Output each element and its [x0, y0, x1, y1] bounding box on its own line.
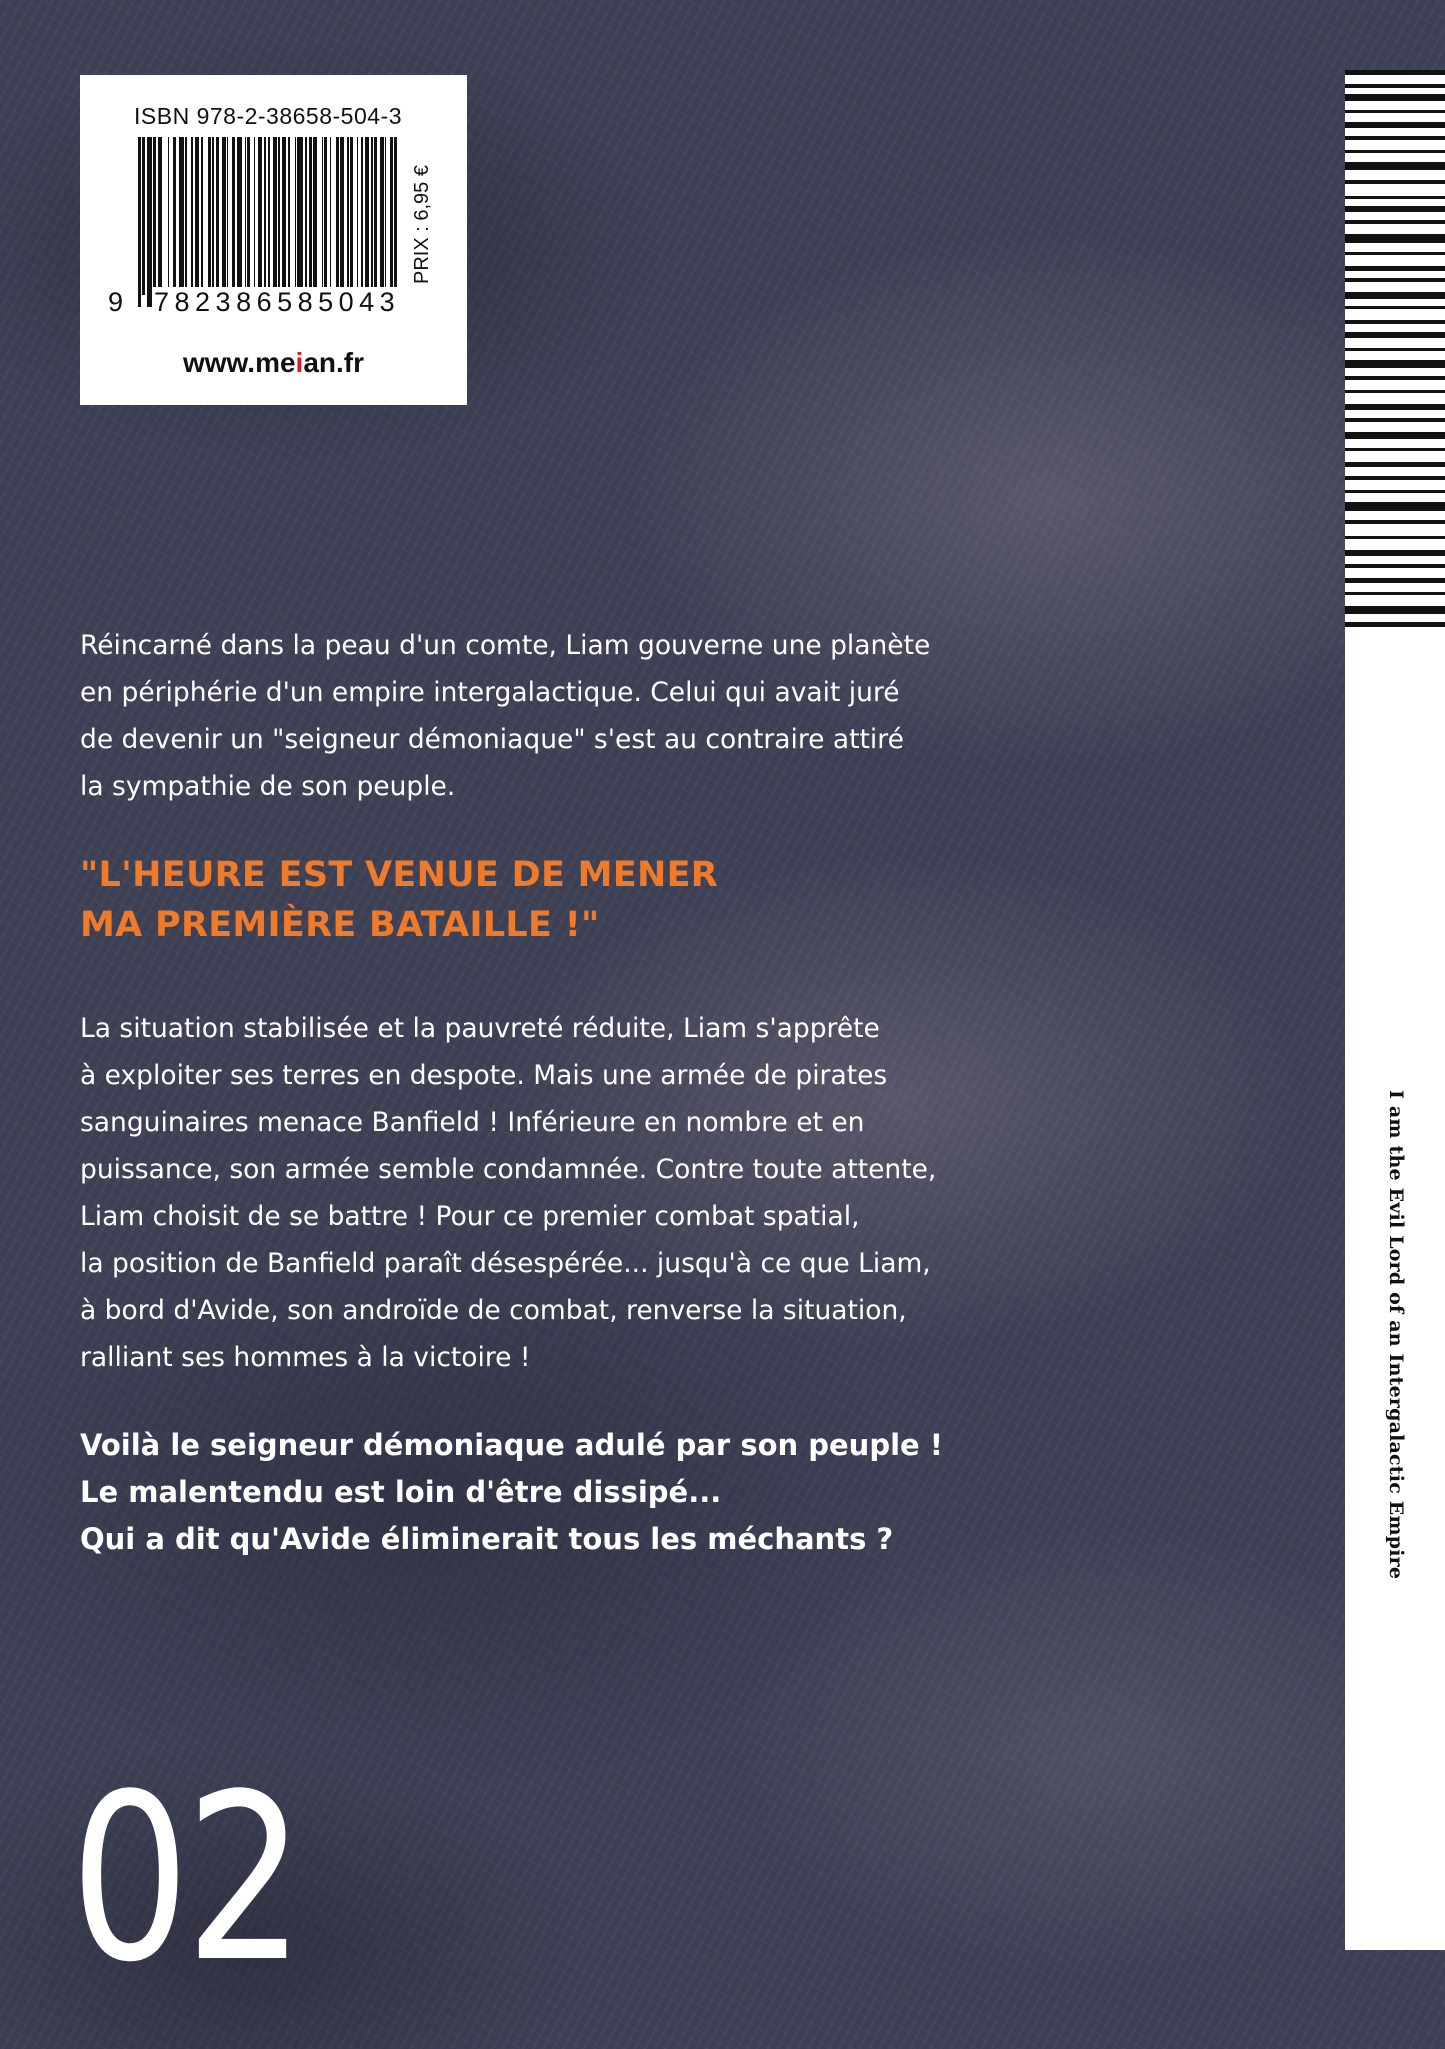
intro-line: Réincarné dans la peau d'un comte, Liam gouverne une planète: [80, 630, 931, 661]
spine-stripe: [1345, 206, 1445, 212]
book-spine-strip: [1345, 70, 1445, 1950]
spine-stripe: [1345, 180, 1445, 184]
spine-stripe: [1345, 564, 1445, 568]
spine-stripe: [1345, 122, 1445, 128]
spine-stripe: [1345, 490, 1445, 493]
spine-stripe: [1345, 94, 1445, 101]
spine-stripe: [1345, 476, 1445, 480]
body-line: la position de Banfield paraît désespérée... jusqu'à ce que Liam,: [80, 1248, 931, 1279]
barcode-number: 782386585043: [154, 287, 401, 317]
volume-number: 02: [70, 1746, 301, 2013]
synopsis-closing: [80, 1422, 980, 1563]
barcode-first-digit: 9: [108, 287, 124, 317]
closing-line: Voilà le seigneur démoniaque adulé par son peuple !: [80, 1428, 944, 1462]
body-line: Liam choisit de se battre ! Pour ce premier combat spatial,: [80, 1201, 860, 1232]
spine-stripe: [1345, 536, 1445, 539]
intro-line: en périphérie d'un empire intergalactique. Celui qui avait juré: [80, 677, 900, 708]
spine-stripe: [1345, 348, 1445, 351]
body-line: ralliant ses hommes à la victoire !: [80, 1342, 531, 1373]
spine-stripe: [1345, 578, 1445, 583]
isbn-barcode-box: [80, 75, 467, 405]
website-accent-letter: i: [295, 347, 304, 378]
spine-stripe: [1345, 162, 1445, 170]
body-line: puissance, son armée semble condamnée. Contre toute attente,: [80, 1154, 937, 1185]
spine-stripe: [1345, 136, 1445, 140]
spine-stripe: [1345, 234, 1445, 243]
closing-line: Qui a dit qu'Avide éliminerait tous les méchants ?: [80, 1522, 894, 1556]
spine-stripe: [1345, 432, 1445, 439]
spine-stripe: [1345, 292, 1445, 299]
spine-stripe: [1345, 70, 1445, 75]
spine-stripe: [1345, 306, 1445, 309]
publisher-website[interactable]: [80, 347, 467, 379]
spine-stripe: [1345, 606, 1445, 614]
spine-stripe: [1345, 360, 1445, 368]
spine-stripe: [1345, 520, 1445, 524]
website-suffix: an.fr: [303, 347, 364, 378]
spine-title: I am the Evil Lord of an Intergalactic Empire: [1385, 1090, 1407, 1580]
spine-stripe: [1345, 448, 1445, 451]
spine-stripe: [1345, 320, 1445, 324]
highlight-quote: [80, 850, 980, 950]
synopsis-intro: [80, 622, 980, 810]
spine-stripe: [1345, 502, 1445, 511]
isbn-label: ISBN 978-2-38658-504-3: [134, 103, 402, 129]
intro-line: la sympathie de son peuple.: [80, 771, 456, 802]
spine-stripe: [1345, 196, 1445, 199]
website-prefix: www.me: [182, 347, 296, 378]
spine-stripe: [1345, 332, 1445, 338]
synopsis-body: [80, 1005, 980, 1381]
spine-stripe: [1345, 278, 1445, 282]
spine-stripe: [1345, 84, 1445, 88]
spine-stripe: [1345, 150, 1445, 153]
spine-stripe: [1345, 462, 1445, 467]
spine-stripe: [1345, 550, 1445, 556]
spine-stripe: [1345, 110, 1445, 113]
spine-stripe: [1345, 622, 1445, 627]
closing-line: Le malentendu est loin d'être dissipé...: [80, 1475, 722, 1509]
spine-stripe: [1345, 376, 1445, 380]
barcode: [138, 137, 400, 305]
quote-line: MA PREMIÈRE BATAILLE !": [80, 905, 600, 945]
price-label: PRIX : 6,95 €: [411, 165, 433, 285]
spine-stripe: [1345, 592, 1445, 595]
spine-stripe: [1345, 418, 1445, 422]
spine-stripe: [1345, 266, 1445, 271]
spine-stripe: [1345, 252, 1445, 255]
body-line: sanguinaires menace Banfield ! Inférieure en nombre et en: [80, 1107, 865, 1138]
body-line: à bord d'Avide, son androïde de combat, renverse la situation,: [80, 1295, 907, 1326]
body-line: La situation stabilisée et la pauvreté réduite, Liam s'apprête: [80, 1013, 880, 1044]
quote-line: "L'HEURE EST VENUE DE MENER: [80, 855, 719, 895]
spine-barcode-stripes: [1345, 70, 1445, 630]
spine-stripe: [1345, 220, 1445, 224]
barcode-gap: [397, 137, 400, 295]
intro-line: de devenir un "seigneur démoniaque" s'est au contraire attiré: [80, 724, 904, 755]
body-line: à exploiter ses terres en despote. Mais une armée de pirates: [80, 1060, 888, 1091]
spine-stripe: [1345, 390, 1445, 393]
spine-stripe: [1345, 404, 1445, 410]
